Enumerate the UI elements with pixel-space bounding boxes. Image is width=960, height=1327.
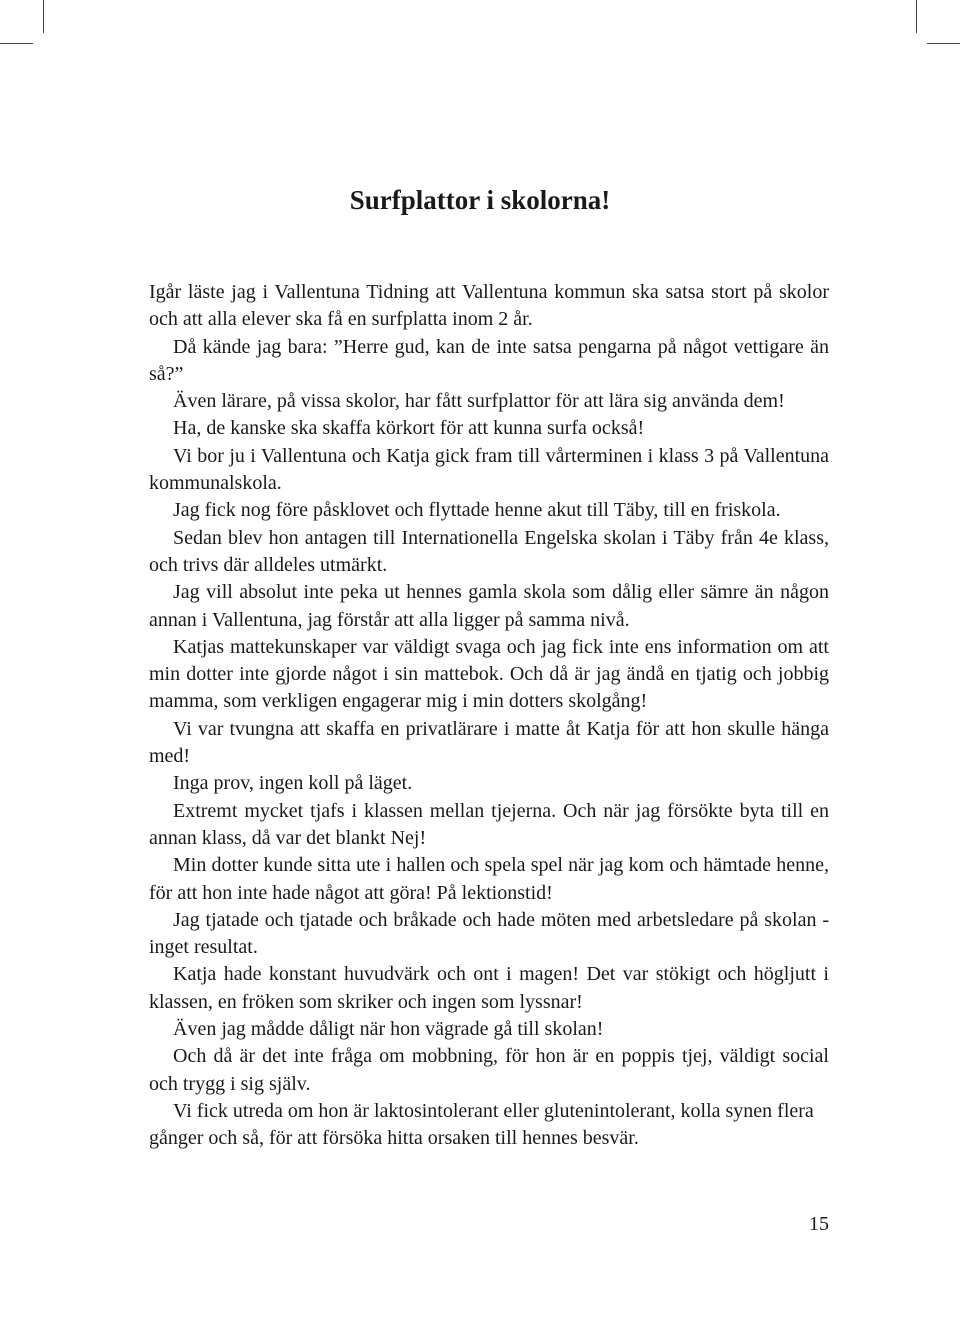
paragraph: Vi bor ju i Vallentuna och Katja gick fram till vårterminen i klass 3 på Vallentuna kommunalskola. xyxy=(149,444,829,495)
paragraph: Vi fick utreda om hon är laktosintolerant eller glutenintolerant, kolla synen flera gånger och så, för att försöka hitta orsaken till hennes besvär. xyxy=(149,1099,814,1150)
page-number: 15 xyxy=(809,1213,829,1235)
paragraph: Då kände jag bara: ”Herre gud, kan de inte satsa pengarna på något vettigare än så?” xyxy=(149,335,829,385)
paragraph: Och då är det inte fråga om mobbning, för hon är en poppis tjej, väldigt social och trygg i sig själv. xyxy=(149,1045,829,1095)
paragraph: Extremt mycket tjafs i klassen mellan tjejerna. Och när jag försökte byta till en annan klass, då var det blankt Nej! xyxy=(149,799,829,849)
crop-mark-top-right-vertical xyxy=(916,0,917,33)
paragraph: Jag tjatade och tjatade och bråkade och hade möten med arbetsledare på skolan - inget resultat. xyxy=(149,908,829,959)
page-title: Surfplattor i skolorna! xyxy=(349,185,611,215)
paragraph: Katjas mattekunskaper var väldigt svaga och jag fick inte ens information om att min dotter inte gjorde något i sin mattebok. Och då är jag ändå en tjatig och jobbig mamma, som verkligen engagerar mig i min dotters skolgång! xyxy=(149,635,829,713)
paragraph: Jag fick nog före påsklovet och flyttade henne akut till Täby, till en friskola. xyxy=(173,499,781,522)
paragraph: Katja hade konstant huvudvärk och ont i magen! Det var stökigt och högljutt i klassen, en fröken som skriker och ingen som lyssnar! xyxy=(149,963,829,1013)
crop-mark-top-left-horizontal xyxy=(0,43,33,44)
paragraph: Även jag mådde dåligt när hon vägrade gå till skolan! xyxy=(173,1018,604,1041)
paragraph: Sedan blev hon antagen till Internationella Engelska skolan i Täby från 4e klass, och trivs där alldeles utmärkt. xyxy=(149,526,829,576)
paragraph: Jag vill absolut inte peka ut hennes gamla skola som dålig eller sämre än någon annan i Vallentuna, jag förstår att alla ligger på samma nivå. xyxy=(149,581,829,631)
paragraph: Min dotter kunde sitta ute i hallen och spela spel när jag kom och hämtade henne, för att hon inte hade något att göra! På lektionstid! xyxy=(149,854,829,904)
paragraph: Inga prov, ingen koll på läget. xyxy=(173,772,413,795)
body-text xyxy=(149,279,829,1153)
paragraph: Igår läste jag i Vallentuna Tidning att Vallentuna kommun ska satsa stort på skolor och att alla elever ska få en surfplatta inom 2 år. xyxy=(149,281,829,331)
paragraph: Ha, de kanske ska skaffa körkort för att kunna surfa också! xyxy=(173,417,645,440)
crop-mark-top-left-vertical xyxy=(43,0,44,33)
paragraph: Vi var tvungna att skaffa en privatlärare i matte åt Katja för att hon skulle hänga med! xyxy=(149,717,829,768)
paragraph: Även lärare, på vissa skolor, har fått surfplattor för att lära sig använda dem! xyxy=(173,390,785,413)
crop-mark-top-right-horizontal xyxy=(927,43,960,44)
